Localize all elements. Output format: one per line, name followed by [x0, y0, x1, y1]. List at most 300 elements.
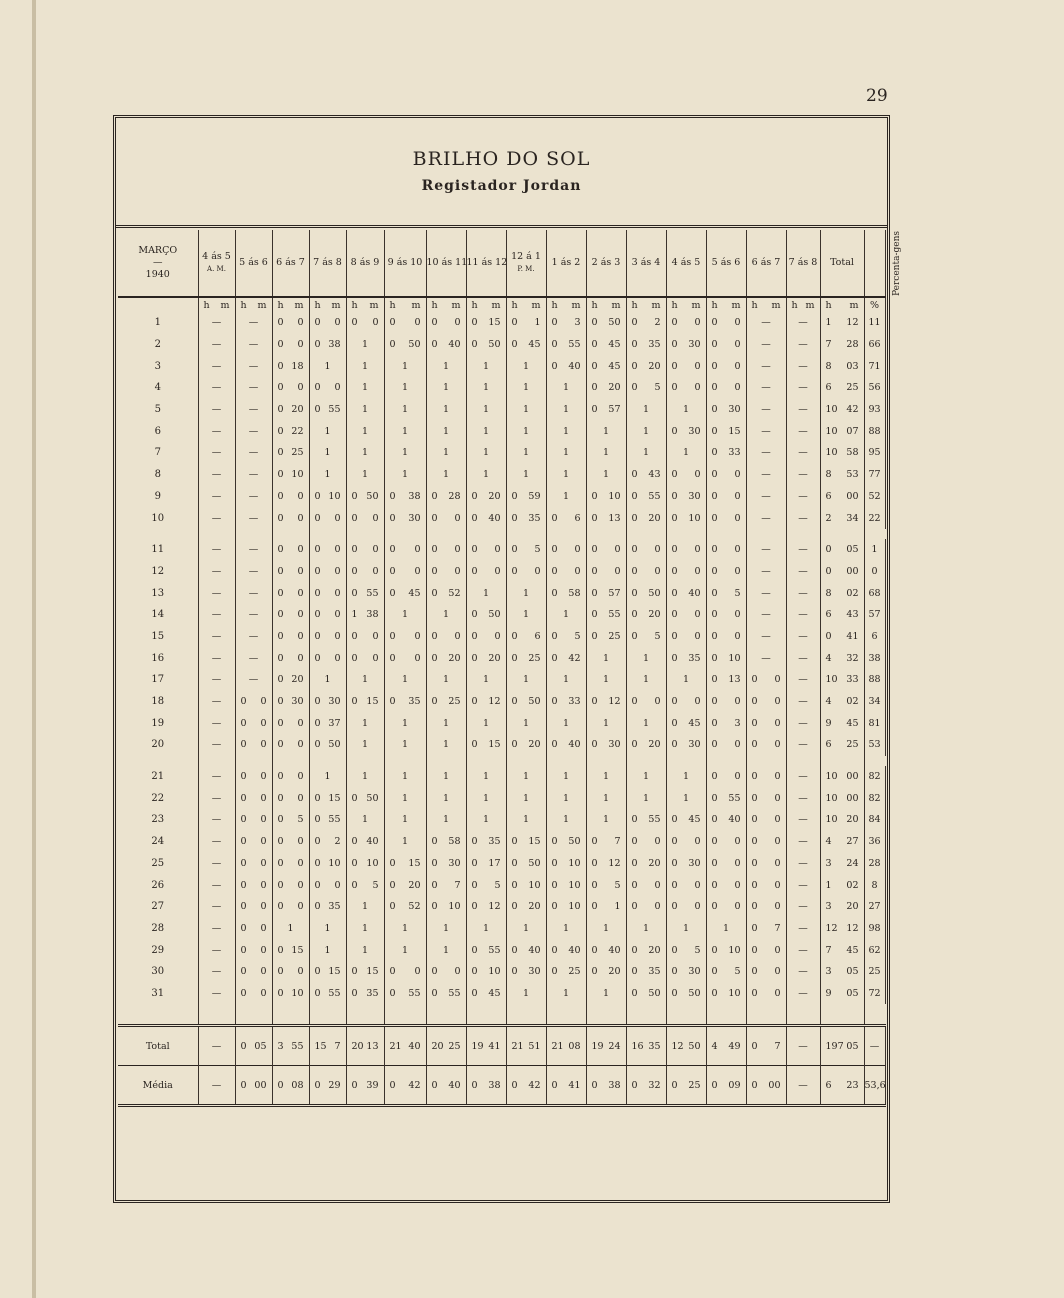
value-cell: 1 [346, 377, 384, 399]
value-cell: — [198, 582, 235, 604]
value-cell: 1 [626, 442, 666, 464]
value-cell: 0 25 [506, 647, 546, 669]
value-cell: — [235, 539, 272, 561]
percent-cell: 56 [864, 377, 885, 399]
value-cell: 1 38 [346, 604, 384, 626]
value-cell: 1 [666, 787, 706, 809]
media-row-cell: 0 42 [384, 1066, 426, 1106]
value-cell: 1 [384, 399, 426, 421]
table-frame [113, 115, 902, 1203]
value-cell: — [786, 464, 820, 486]
value-cell: 0 13 [706, 669, 746, 691]
value-cell: 1 [546, 787, 586, 809]
media-row-cell: 0 41 [546, 1066, 586, 1106]
total-row-cell: 16 35 [626, 1026, 666, 1066]
month-dash: — [153, 257, 163, 268]
value-cell: 1 [586, 787, 626, 809]
percent-cell: 95 [864, 442, 885, 464]
value-cell: 0 50 [346, 486, 384, 508]
media-row-cell: 0 09 [706, 1066, 746, 1106]
value-cell: 0 40 [706, 809, 746, 831]
day-cell: 24 [151, 836, 165, 848]
value-cell: 4 02 [820, 691, 864, 713]
value-cell: — [746, 647, 786, 669]
spacer-cell [118, 1004, 198, 1026]
value-cell: — [198, 420, 235, 442]
value-cell: 1 [506, 766, 546, 788]
value-cell: 10 00 [820, 787, 864, 809]
value-cell: 0 40 [466, 507, 506, 529]
total-row-cell: 19 24 [586, 1026, 626, 1066]
value-cell: 0 0 [706, 766, 746, 788]
value-cell: 1 [626, 918, 666, 940]
value-cell: 1 [506, 787, 546, 809]
value-cell: 1 [346, 939, 384, 961]
spacer-cell [235, 529, 272, 539]
value-cell: 0 20 [626, 734, 666, 756]
table-row [118, 896, 885, 918]
spacer-cell [626, 756, 666, 766]
value-cell: 1 [666, 766, 706, 788]
value-cell: 0 15 [466, 312, 506, 334]
spacer-cell [546, 756, 586, 766]
value-cell: 7 28 [820, 334, 864, 356]
spacer-cell [626, 529, 666, 539]
total-row-cell: 20 13 [346, 1026, 384, 1066]
value-cell: 0 35 [626, 961, 666, 983]
value-cell: — [786, 961, 820, 983]
value-cell: — [746, 507, 786, 529]
media-row-cell: 0 38 [466, 1066, 506, 1106]
column-label: 1 ás 2 [551, 257, 581, 268]
value-cell: 1 [309, 918, 346, 940]
value-cell: 0 0 [235, 939, 272, 961]
value-cell: — [746, 420, 786, 442]
value-cell: 1 [466, 377, 506, 399]
value-cell: 0 10 [586, 486, 626, 508]
table-row [118, 442, 885, 464]
value-cell: 0 0 [272, 626, 309, 648]
value-cell: 0 10 [506, 874, 546, 896]
value-cell: — [786, 442, 820, 464]
value-cell: — [235, 442, 272, 464]
value-cell: 1 [586, 983, 626, 1005]
column-header [820, 230, 864, 297]
value-cell: 0 55 [309, 399, 346, 421]
value-cell: 1 [546, 442, 586, 464]
value-cell: 0 35 [309, 896, 346, 918]
total-row-cell: 3 55 [272, 1026, 309, 1066]
value-cell: 1 [384, 604, 426, 626]
value-cell: 1 [384, 377, 426, 399]
value-cell: 1 [466, 918, 506, 940]
value-cell: 1 [506, 420, 546, 442]
value-cell: 0 0 [666, 464, 706, 486]
day-cell: 19 [151, 717, 165, 729]
media-row-cell: 0 00 [235, 1066, 272, 1106]
table-row [118, 582, 885, 604]
value-cell: 1 [346, 334, 384, 356]
table-row [118, 831, 885, 853]
value-cell: 0 10 [466, 961, 506, 983]
spacer-cell [666, 756, 706, 766]
value-cell: 1 [626, 712, 666, 734]
value-cell: 1 [426, 939, 466, 961]
day-cell: 9 [154, 490, 161, 502]
value-cell: 1 [506, 669, 546, 691]
day-cell: 27 [151, 901, 165, 913]
value-cell: — [198, 539, 235, 561]
column-label: 3 ás 4 [631, 257, 661, 268]
value-cell: 0 0 [272, 377, 309, 399]
value-cell: — [198, 399, 235, 421]
value-cell: 0 0 [626, 561, 666, 583]
value-cell: 0 30 [309, 691, 346, 713]
value-cell: 0 35 [626, 334, 666, 356]
table-row [118, 874, 885, 896]
value-cell: — [786, 355, 820, 377]
column-header [666, 230, 706, 297]
percent-header [864, 230, 902, 297]
value-cell: 0 58 [426, 831, 466, 853]
table-row [118, 604, 885, 626]
value-cell: 0 0 [666, 874, 706, 896]
value-cell: 0 30 [426, 853, 466, 875]
column-sublabel: A. M. [207, 265, 226, 273]
value-cell: 0 5 [546, 626, 586, 648]
value-cell: 0 35 [384, 691, 426, 713]
value-cell: 1 [346, 896, 384, 918]
value-cell: 0 0 [706, 691, 746, 713]
value-cell: — [786, 831, 820, 853]
percent-unit: % [864, 297, 885, 312]
value-cell: 0 20 [586, 377, 626, 399]
value-cell: 6 25 [820, 734, 864, 756]
day-cell: 21 [151, 771, 165, 783]
value-cell: 1 [586, 647, 626, 669]
value-cell: — [198, 939, 235, 961]
value-cell: 0 2 [626, 312, 666, 334]
value-cell: — [786, 983, 820, 1005]
value-cell: 0 45 [586, 355, 626, 377]
value-cell: — [198, 853, 235, 875]
value-cell: 0 5 [626, 626, 666, 648]
value-cell: — [786, 626, 820, 648]
value-cell: — [786, 853, 820, 875]
column-header [786, 230, 820, 297]
value-cell: 0 25 [586, 626, 626, 648]
value-cell: 10 42 [820, 399, 864, 421]
value-cell: 0 0 [309, 312, 346, 334]
value-cell: 0 50 [506, 853, 546, 875]
day-cell: 15 [151, 630, 165, 642]
value-cell: 0 0 [746, 766, 786, 788]
value-cell: 1 [309, 464, 346, 486]
total-row-cell: 0 05 [235, 1026, 272, 1066]
table-row [118, 691, 885, 713]
value-cell: 0 20 [626, 507, 666, 529]
value-cell: 0 10 [546, 874, 586, 896]
value-cell: 0 0 [384, 561, 426, 583]
value-cell: 1 [706, 918, 746, 940]
value-cell: 0 0 [235, 918, 272, 940]
unit-cell: h m [626, 297, 666, 312]
value-cell: 0 0 [626, 896, 666, 918]
value-cell: 9 45 [820, 712, 864, 734]
value-cell: 1 [346, 809, 384, 831]
value-cell: 1 [546, 918, 586, 940]
value-cell: 0 20 [626, 853, 666, 875]
column-label: 8 ás 9 [350, 257, 380, 268]
column-label: Total [830, 257, 854, 268]
value-cell: 8 53 [820, 464, 864, 486]
spacer-cell [820, 756, 864, 766]
value-cell: — [746, 582, 786, 604]
value-cell: 0 35 [666, 647, 706, 669]
day-cell: 1 [154, 317, 161, 329]
units-blank [118, 297, 198, 312]
column-label: 4 ás 5 [671, 257, 701, 268]
day-cell: 25 [151, 857, 165, 869]
value-cell: 1 [426, 918, 466, 940]
value-cell: 0 0 [309, 604, 346, 626]
percent-cell: 0 [864, 561, 885, 583]
value-cell: 0 0 [666, 539, 706, 561]
value-cell: 0 20 [506, 896, 546, 918]
value-cell: 0 15 [309, 961, 346, 983]
spacer-cell [198, 1004, 235, 1026]
media-row-cell: 0 32 [626, 1066, 666, 1106]
value-cell: — [746, 486, 786, 508]
value-cell: 0 6 [546, 507, 586, 529]
value-cell: 0 0 [235, 961, 272, 983]
value-cell: 0 0 [235, 691, 272, 713]
value-cell: — [786, 582, 820, 604]
spacer-row [118, 756, 885, 766]
value-cell: 0 0 [346, 626, 384, 648]
value-cell: 0 0 [235, 809, 272, 831]
value-cell: 0 3 [706, 712, 746, 734]
value-cell: 0 28 [426, 486, 466, 508]
page-subtitle: Registador Jordan [421, 178, 582, 194]
percent-cell: 34 [864, 691, 885, 713]
value-cell: 1 [309, 355, 346, 377]
value-cell: 0 40 [546, 939, 586, 961]
spacer-cell [546, 1004, 586, 1026]
value-cell: 1 [384, 939, 426, 961]
value-cell: 0 20 [384, 874, 426, 896]
value-cell: 0 55 [346, 582, 384, 604]
day-cell: 26 [151, 879, 165, 891]
value-cell: 0 5 [666, 939, 706, 961]
table-row [118, 377, 885, 399]
value-cell: 3 05 [820, 961, 864, 983]
value-cell: 0 5 [272, 809, 309, 831]
value-cell: 0 12 [466, 896, 506, 918]
value-cell: — [786, 312, 820, 334]
value-cell: 1 [309, 939, 346, 961]
value-cell: 0 0 [746, 939, 786, 961]
spacer-cell [786, 529, 820, 539]
table-row [118, 787, 885, 809]
day-cell: 8 [154, 469, 161, 481]
value-cell: 0 10 [546, 853, 586, 875]
value-cell: 0 15 [384, 853, 426, 875]
value-cell: 1 [466, 766, 506, 788]
media-row-cell: — [786, 1066, 820, 1106]
value-cell: 1 [384, 669, 426, 691]
column-label: 6 ás 7 [276, 257, 305, 268]
day-cell: 6 [154, 425, 161, 437]
media-row [118, 1066, 885, 1106]
value-cell: — [198, 647, 235, 669]
value-cell: 1 [626, 399, 666, 421]
value-cell: 0 0 [746, 896, 786, 918]
value-cell: 0 20 [466, 486, 506, 508]
value-cell: 0 10 [706, 939, 746, 961]
value-cell: 0 10 [272, 464, 309, 486]
page-number: 29 [866, 86, 888, 106]
value-cell: 0 45 [666, 809, 706, 831]
value-cell: — [786, 787, 820, 809]
day-cell: 10 [151, 512, 165, 524]
day-cell: 11 [151, 544, 165, 556]
day-cell: 7 [154, 447, 161, 459]
value-cell: — [235, 604, 272, 626]
value-cell: 0 0 [426, 961, 466, 983]
unit-cell: h m [466, 297, 506, 312]
spacer-row [118, 529, 885, 539]
value-cell: 0 0 [746, 874, 786, 896]
value-cell: 1 [346, 918, 384, 940]
spacer-row [118, 1004, 885, 1026]
value-cell: 3 24 [820, 853, 864, 875]
value-cell: 0 35 [466, 831, 506, 853]
media-row-percent: 53,6 [864, 1066, 885, 1106]
value-cell: — [786, 874, 820, 896]
value-cell: 0 0 [586, 561, 626, 583]
spacer-cell [786, 756, 820, 766]
value-cell: 0 6 [506, 626, 546, 648]
spacer-cell [198, 529, 235, 539]
value-cell: 1 [346, 355, 384, 377]
value-cell: 0 20 [426, 647, 466, 669]
value-cell: 0 0 [309, 539, 346, 561]
value-cell: 0 7 [586, 831, 626, 853]
table-row [118, 853, 885, 875]
day-cell: 18 [151, 696, 165, 708]
value-cell: 10 33 [820, 669, 864, 691]
value-cell: 0 15 [346, 961, 384, 983]
value-cell: 1 [546, 983, 586, 1005]
media-row-cell: 0 00 [746, 1066, 786, 1106]
value-cell: 1 [546, 766, 586, 788]
media-row-cell: 0 25 [666, 1066, 706, 1106]
value-cell: 1 [626, 420, 666, 442]
percent-cell: 77 [864, 464, 885, 486]
day-cell: 17 [151, 674, 165, 686]
media-row-cell: 0 40 [426, 1066, 466, 1106]
percent-cell: 52 [864, 486, 885, 508]
value-cell: 0 38 [309, 334, 346, 356]
value-cell: 1 [346, 420, 384, 442]
column-header [626, 230, 666, 297]
column-header [309, 230, 346, 297]
value-cell: 0 0 [706, 377, 746, 399]
value-cell: — [786, 604, 820, 626]
value-cell: 0 13 [586, 507, 626, 529]
value-cell: — [198, 442, 235, 464]
value-cell: 0 45 [466, 983, 506, 1005]
value-cell: 1 [466, 442, 506, 464]
percent-cell: 84 [864, 809, 885, 831]
value-cell: 0 55 [626, 809, 666, 831]
value-cell: 0 59 [506, 486, 546, 508]
table-row [118, 734, 885, 756]
total-row-cell: 197 05 [820, 1026, 864, 1066]
value-cell: 0 0 [626, 831, 666, 853]
value-cell: 0 55 [384, 983, 426, 1005]
value-cell: 1 [346, 464, 384, 486]
value-cell: 0 0 [746, 787, 786, 809]
day-cell: 28 [151, 922, 165, 934]
day-cell: 2 [154, 339, 161, 351]
value-cell: — [746, 377, 786, 399]
media-row-cell: — [198, 1066, 235, 1106]
percent-cell: 22 [864, 507, 885, 529]
value-cell: 0 20 [626, 355, 666, 377]
value-cell: 1 [426, 355, 466, 377]
value-cell: 1 [384, 712, 426, 734]
value-cell: 1 [506, 377, 546, 399]
value-cell: — [235, 582, 272, 604]
day-cell: 12 [151, 565, 165, 577]
value-cell: — [746, 464, 786, 486]
value-cell: 0 52 [426, 582, 466, 604]
day-cell: 5 [154, 404, 161, 416]
table-row [118, 355, 885, 377]
value-cell: — [746, 604, 786, 626]
value-cell: 1 [546, 669, 586, 691]
value-cell: 0 0 [706, 464, 746, 486]
value-cell: 1 [426, 604, 466, 626]
value-cell: 0 10 [426, 896, 466, 918]
value-cell: 0 10 [272, 983, 309, 1005]
sunshine-table [118, 230, 902, 1107]
percent-cell: 38 [864, 647, 885, 669]
value-cell: 0 30 [666, 961, 706, 983]
value-cell: 0 42 [546, 647, 586, 669]
value-cell: 0 50 [506, 691, 546, 713]
value-cell: 0 40 [426, 334, 466, 356]
value-cell: 0 0 [235, 734, 272, 756]
value-cell: 1 [506, 712, 546, 734]
percent-cell: 68 [864, 582, 885, 604]
value-cell: — [235, 486, 272, 508]
value-cell: 0 0 [272, 507, 309, 529]
spacer-cell [706, 756, 746, 766]
value-cell: — [235, 669, 272, 691]
value-cell: — [235, 312, 272, 334]
unit-cell: h m [786, 297, 820, 312]
value-cell: 0 05 [820, 539, 864, 561]
percent-cell: 11 [864, 312, 885, 334]
value-cell: 0 20 [272, 399, 309, 421]
value-cell: — [746, 561, 786, 583]
value-cell: 0 0 [272, 712, 309, 734]
value-cell: 0 0 [272, 766, 309, 788]
value-cell: 0 0 [309, 874, 346, 896]
